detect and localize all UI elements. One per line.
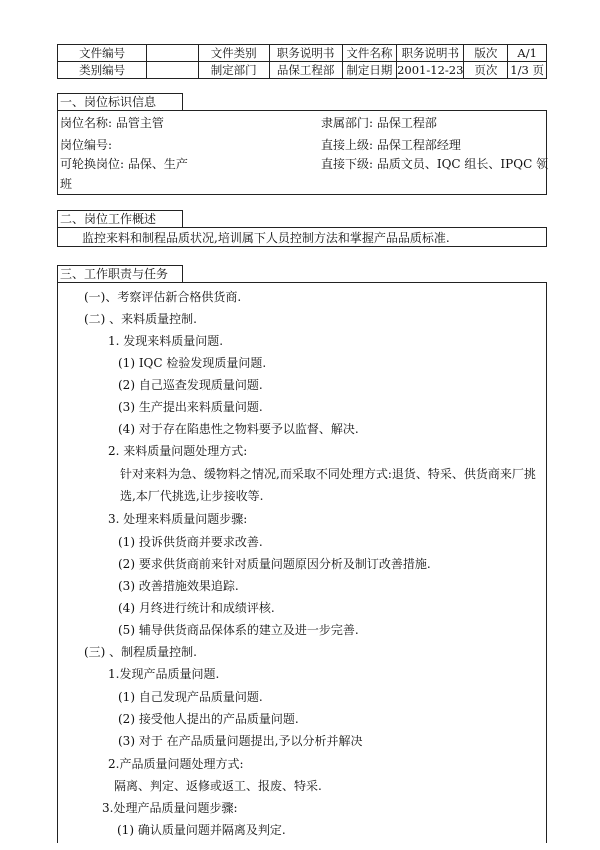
header-cell: 2001-12-23 bbox=[397, 63, 464, 77]
duty-line: 2. 来料质量问题处理方式: bbox=[108, 444, 248, 458]
section-2-box bbox=[57, 227, 547, 247]
duty-line: (4) 对于存在陷患性之物料要予以监督、解决. bbox=[118, 422, 359, 436]
duty-line: (3) 生产提出来料质量问题. bbox=[118, 400, 263, 414]
header-cell bbox=[147, 62, 198, 79]
header-cell: 类别编号 bbox=[58, 62, 147, 79]
header-cell: 职务说明书 bbox=[397, 45, 464, 62]
header-cell: 制定日期 bbox=[342, 62, 396, 79]
section-3-title: 三、工作职责与任务 bbox=[57, 265, 183, 282]
duty-line: (3) 改善措施效果追踪. bbox=[118, 579, 239, 593]
duty-line: 选,本厂代挑选,让步接收等. bbox=[120, 489, 264, 503]
section-1-box bbox=[57, 110, 547, 195]
work-summary: 监控来料和制程品质状况,培训属下人员控制方法和掌握产品品质标准. bbox=[82, 231, 450, 245]
section-1-title: 一、岗位标识信息 bbox=[57, 93, 183, 110]
header-cell: 职务说明书 bbox=[269, 45, 342, 62]
direct-subordinate: 直接下级: 品质文员、IQC 组长、IPQC 领 bbox=[321, 157, 549, 171]
duty-line: 针对来料为急、缓物料之情况,而采取不同处理方式:退货、特采、供货商来厂挑 bbox=[120, 467, 536, 481]
duty-line: (5) 辅导供货商品保体系的建立及进一步完善. bbox=[118, 623, 359, 637]
duty-line: 1.发现产品质量问题. bbox=[108, 667, 220, 681]
header-cell bbox=[147, 45, 198, 62]
document-header-table bbox=[57, 44, 547, 79]
duty-line: (3) 对于 在产品质量问题提出,予以分析并解决 bbox=[118, 734, 363, 748]
duty-line: 2.产品质量问题处理方式: bbox=[108, 757, 244, 771]
header-cell: 制定部门 bbox=[198, 62, 269, 79]
duty-line: 隔离、判定、返修或返工、报废、特采. bbox=[114, 779, 322, 793]
duty-line: (2) 接受他人提出的产品质量问题. bbox=[118, 712, 299, 726]
header-cell: A/1 bbox=[508, 45, 547, 62]
rotation-posts-cont: 班 bbox=[60, 177, 73, 191]
header-cell: 版次 bbox=[464, 45, 508, 62]
duty-line: 3. 处理来料质量问题步骤: bbox=[108, 512, 248, 526]
section-3-box bbox=[57, 282, 547, 793]
header-cell: 文件编号 bbox=[58, 45, 147, 62]
section-2-title: 二、岗位工作概述 bbox=[57, 210, 183, 227]
duty-line: (一)、考察评估新合格供货商. bbox=[84, 290, 242, 304]
section-3-right-border bbox=[546, 793, 547, 843]
header-cell: 页次 bbox=[464, 62, 508, 79]
duty-line: 1. 发现来料质量问题. bbox=[108, 334, 224, 348]
post-name: 岗位名称: 品管主管 bbox=[60, 116, 164, 130]
header-row-1 bbox=[58, 45, 547, 62]
department: 隶属部门: 品保工程部 bbox=[321, 116, 437, 130]
duty-line: (2) 要求供货商前来针对质量问题原因分析及制订改善措施. bbox=[118, 557, 431, 571]
header-cell: 文件名称 bbox=[342, 45, 396, 62]
section-3-left-border bbox=[57, 793, 58, 843]
duty-line: (二) 、来料质量控制. bbox=[84, 312, 197, 326]
header-cell: 品保工程部 bbox=[269, 62, 342, 79]
header-cell: 文件类别 bbox=[198, 45, 269, 62]
duty-line: 3.处理产品质量问题步骤: bbox=[102, 801, 238, 815]
post-number: 岗位编号: bbox=[60, 138, 113, 152]
duty-line: (2) 自己巡查发现质量问题. bbox=[118, 378, 263, 392]
header-cell: 1/3 页 bbox=[508, 62, 547, 79]
rotation-posts: 可轮换岗位: 品保、生产 bbox=[60, 157, 188, 171]
duty-line: (1) 投诉供货商并要求改善. bbox=[118, 535, 263, 549]
duty-line: (1) 自己发现产品质量问题. bbox=[118, 690, 263, 704]
duty-line: (1) IQC 检验发现质量问题. bbox=[118, 356, 267, 370]
direct-superior: 直接上级: 品保工程部经理 bbox=[321, 138, 461, 152]
duty-line: (1) 确认质量问题并隔离及判定. bbox=[117, 823, 286, 837]
duty-line: (三) 、制程质量控制. bbox=[84, 645, 197, 659]
header-row-2 bbox=[58, 62, 547, 79]
duty-line: (4) 月终进行统计和成绩评核. bbox=[118, 601, 275, 615]
